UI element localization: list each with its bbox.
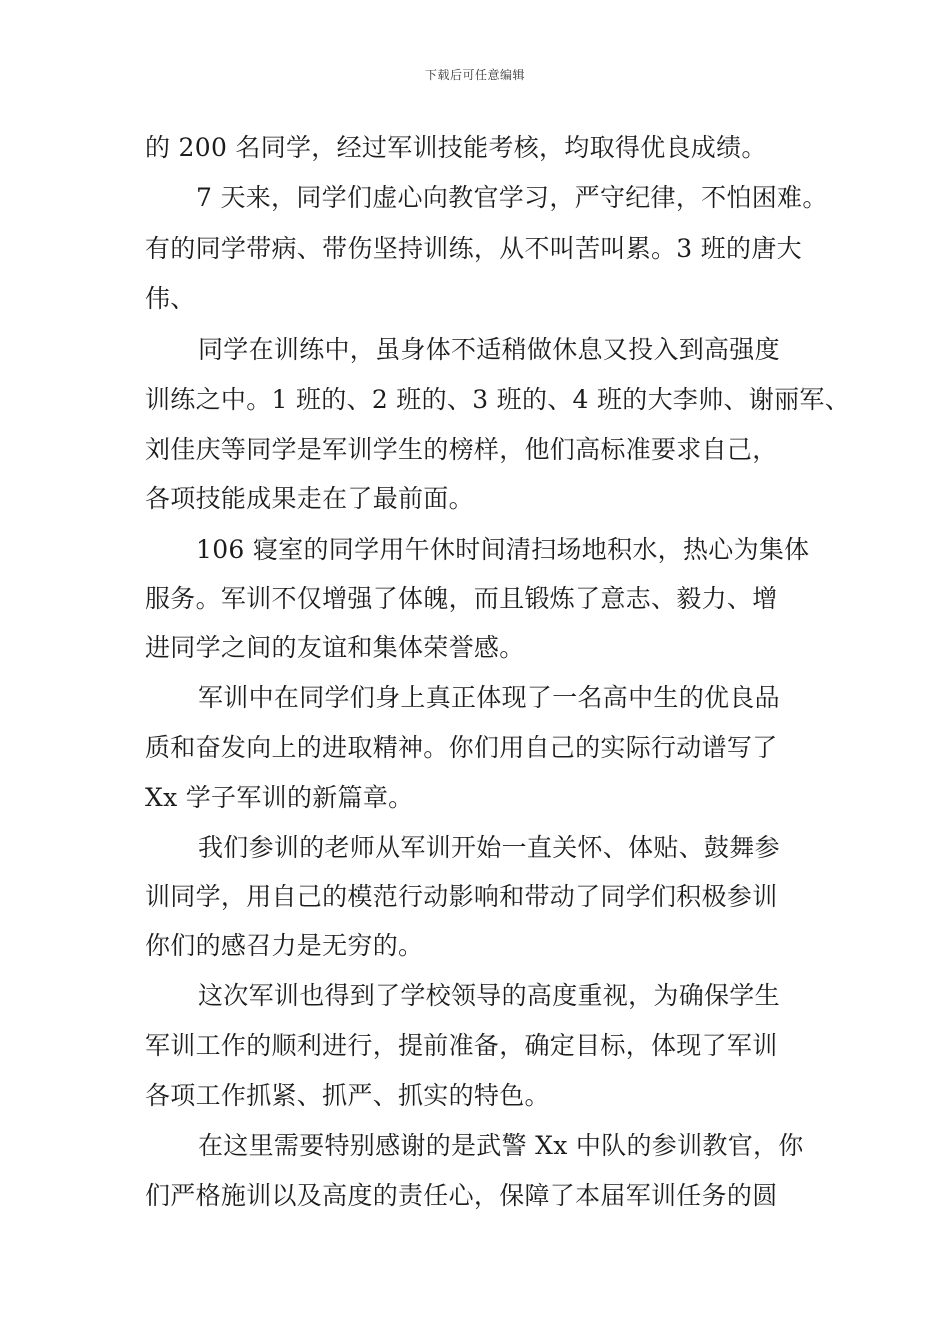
text-line: 训练之中。1 班的、2 班的、3 班的、4 班的大李帅、谢丽军、: [145, 385, 851, 414]
text-line: 训同学，用自己的模范行动影响和带动了同学们积极参训: [145, 882, 778, 911]
text-line: 我们参训的老师从军训开始一直关怀、体贴、鼓舞参: [198, 833, 780, 862]
text-line: 这次军训也得到了学校领导的高度重视，为确保学生: [198, 981, 780, 1010]
text-line: Xx 学子军训的新篇章。: [145, 783, 414, 812]
text-line: 同学在训练中，虽身体不适稍做休息又投入到高强度: [198, 335, 780, 364]
text-line: 的 200 名同学，经过军训技能考核，均取得优良成绩。: [145, 133, 767, 162]
text-line: 军训中在同学们身上真正体现了一名高中生的优良品: [198, 683, 780, 712]
header-note: 下载后可任意编辑: [424, 68, 525, 82]
text-line: 进同学之间的友谊和集体荣誉感。: [145, 633, 525, 662]
text-line: 各项工作抓紧、抓严、抓实的特色。: [145, 1081, 550, 1110]
text-line: 伟、: [145, 284, 196, 313]
text-line: 刘佳庆等同学是军训学生的榜样，他们高标准要求自己，: [145, 435, 778, 464]
text-line: 在这里需要特别感谢的是武警 Xx 中队的参训教官，你: [198, 1131, 804, 1160]
text-line: 军训工作的顺利进行，提前准备，确定目标，体现了军训: [145, 1031, 778, 1060]
text-line: 服务。军训不仅增强了体魄，而且锻炼了意志、毅力、增: [145, 584, 778, 613]
text-line: 们严格施训以及高度的责任心，保障了本届军训任务的圆: [145, 1181, 778, 1210]
text-line: 各项技能成果走在了最前面。: [145, 484, 474, 513]
text-line: 有的同学带病、带伤坚持训练，从不叫苦叫累。3 班的唐大: [145, 234, 802, 263]
text-line: 质和奋发向上的进取精神。你们用自己的实际行动谱写了: [145, 733, 778, 762]
text-line: 7 天来，同学们虚心向教官学习，严守纪律，不怕困难。: [196, 183, 828, 212]
text-line: 你们的感召力是无穷的。: [145, 931, 424, 960]
text-line: 106 寝室的同学用午休时间清扫场地积水，热心为集体: [196, 535, 810, 564]
